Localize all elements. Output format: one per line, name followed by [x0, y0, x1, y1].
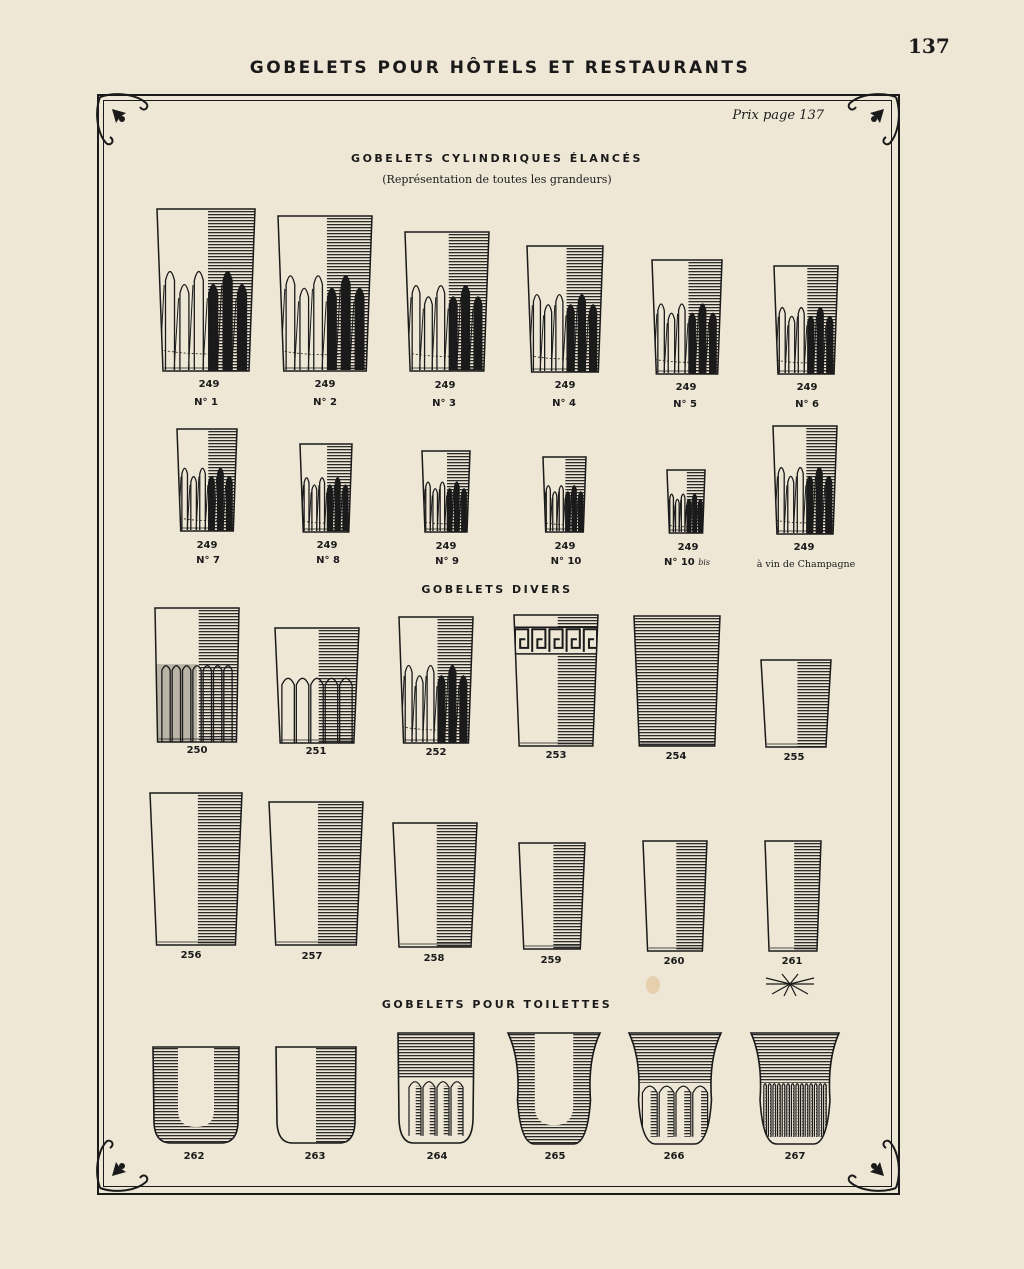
item-size: N° 7 [196, 555, 220, 566]
glass-256 [149, 792, 243, 946]
glass-265 [506, 1031, 602, 1146]
corner-ornament-bottom-left [92, 1134, 154, 1196]
glass-263 [274, 1045, 358, 1145]
item-code: 250 [186, 745, 208, 756]
item-code: 249 [314, 379, 336, 390]
item-size: N° 9 [435, 556, 459, 567]
corner-ornament-top-left [92, 89, 154, 151]
glass-254 [633, 615, 721, 747]
item-code: 249 [793, 542, 815, 553]
glass-266 [627, 1031, 723, 1146]
item-size: N° 2 [313, 397, 337, 408]
section-title-divers: GOBELETS DIVERS [421, 583, 573, 596]
item-code: 251 [305, 746, 327, 757]
glass-249-n3 [404, 231, 490, 372]
item-code: 264 [426, 1151, 448, 1162]
item-code: 263 [304, 1151, 326, 1162]
glass-249-n10 [542, 456, 587, 533]
glass-264 [396, 1031, 476, 1145]
glass-258 [392, 822, 478, 948]
item-code: 249 [316, 540, 338, 551]
glass-267 [749, 1031, 841, 1146]
page-number: 137 [908, 34, 950, 58]
item-code: 249 [675, 382, 697, 393]
item-code: 266 [663, 1151, 685, 1162]
item-code: 260 [663, 956, 685, 967]
corner-ornament-top-right [842, 89, 904, 151]
section-title-cylindriques: GOBELETS CYLINDRIQUES ÉLANCÉS [351, 152, 643, 165]
item-size: N° 10 bis [663, 557, 711, 568]
item-code: 256 [180, 950, 202, 961]
price-reference: Prix page 137 [732, 108, 824, 123]
item-code: 257 [301, 951, 323, 962]
glass-250 [154, 607, 240, 743]
glass-251 [274, 627, 360, 744]
item-code: 249 [434, 380, 456, 391]
item-size: N° 4 [552, 398, 576, 409]
glass-249-n2 [277, 215, 373, 372]
section-subtitle-cylindriques: (Représentation de toutes les grandeurs) [382, 173, 612, 186]
glass-249-n10-bis [666, 469, 706, 534]
glass-249-n5 [651, 259, 723, 375]
item-size: N° 1 [194, 397, 218, 408]
glass-262 [151, 1045, 241, 1145]
item-code: 261 [781, 956, 803, 967]
item-code: 267 [784, 1151, 806, 1162]
item-code: 255 [783, 752, 805, 763]
glass-257 [268, 801, 364, 946]
item-size: N° 8 [316, 555, 340, 566]
section-title-toilettes: GOBELETS POUR TOILETTES [381, 998, 613, 1011]
glass-255 [760, 659, 832, 748]
item-code: 249 [554, 541, 576, 552]
glass-249-n8 [299, 443, 353, 533]
item-size: N° 10 [550, 556, 582, 567]
corner-ornament-bottom-right [842, 1134, 904, 1196]
item-size: à vin de Champagne [756, 559, 856, 570]
item-code: 249 [677, 542, 699, 553]
item-code: 258 [423, 953, 445, 964]
page-title: GOBELETS POUR HÔTELS ET RESTAURANTS [249, 58, 751, 78]
item-size: N° 5 [673, 399, 697, 410]
item-code: 254 [665, 751, 687, 762]
item-code: 259 [540, 955, 562, 966]
glass-249-n6 [773, 265, 839, 375]
glass-252 [398, 616, 474, 744]
item-code: 249 [196, 540, 218, 551]
glass-249-n4 [526, 245, 604, 373]
item-code: 249 [554, 380, 576, 391]
glass-259 [518, 842, 586, 950]
item-code: 262 [183, 1151, 205, 1162]
item-size: N° 6 [795, 399, 819, 410]
item-code: 253 [545, 750, 567, 761]
item-code: 249 [198, 379, 220, 390]
item-code: 249 [796, 382, 818, 393]
glass-249-n9 [421, 450, 471, 533]
glass-260 [642, 840, 708, 952]
item-size-suffix: bis [698, 558, 711, 567]
item-code: 252 [425, 747, 447, 758]
glass-249-champagne [772, 425, 838, 535]
glass-249-n7 [176, 428, 238, 532]
item-size: N° 3 [432, 398, 456, 409]
glass-261 [764, 840, 822, 952]
paper-stain [646, 976, 660, 994]
item-code: 249 [435, 541, 457, 552]
star-cut-base-icon [762, 972, 818, 998]
glass-249-n1 [156, 208, 256, 372]
item-code: 265 [544, 1151, 566, 1162]
glass-253 [513, 614, 599, 747]
